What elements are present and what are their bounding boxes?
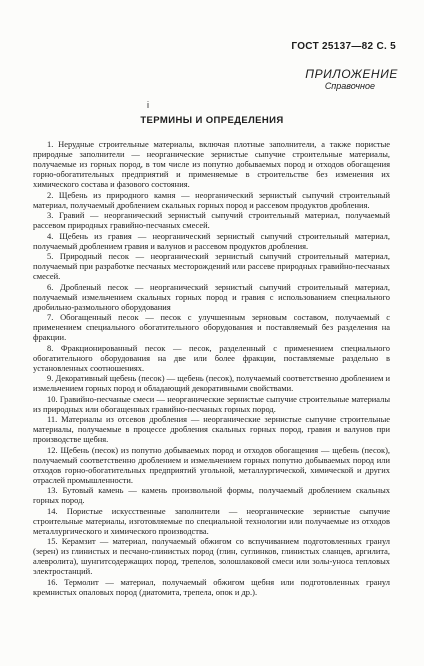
term-paragraph: 10. Гравийно-песчаные смеси — неорганические зернистые сыпучие строительные материалы из природных или обогащенных гравийно-песчаных горных пород.	[33, 393, 390, 414]
term-paragraph: 4. Щебень из гравия — неорганический зернистый сыпучий строительный материал, получаемый дроблением гравия и валунов и рассевом продуктов дробления.	[33, 230, 390, 251]
term-paragraph: 8. Фракционированный песок — песок, разделенный с применением специального обогатительного оборудования на две или более фракции, поставляемые раздельно в установленных соотношениях.	[33, 342, 390, 373]
term-paragraph: 5. Природный песок — неорганический зернистый сыпучий строительный материал, получаемый при разработке песчаных месторождений или рассеве природных гравийно-песчаных смесей.	[33, 251, 390, 282]
appendix-title: ПРИЛОЖЕНИЕ	[305, 67, 398, 81]
term-paragraph: 7. Обогащенный песок — песок с улучшенным зерновым составом, получаемый с применением специального обогатительного оборудования и поставляемый без разделения на фракции.	[33, 312, 390, 343]
appendix-subtitle: Справочное	[324, 81, 375, 91]
term-paragraph: 15. Керамзит — материал, получаемый обжигом со вспучиванием подготовленных гранул (зерен) из глинистых и песчано-глинистых пород (глин, суглинков, глинистых сланцев, аргилита, алевролита), шунгитсодержащих пород, трепелов, золошлаковой смеси или золы-уноса тепловых электростанций.	[33, 536, 390, 577]
term-paragraph: 12. Щебень (песок) из попутно добываемых пород и отходов обогащения — щебень (песок), получаемый соответственно дроблением и измельчением горных попутно добываемых пород или отходов горно-обогатительных предприятий угольной, металлургической, химической и других отраслей промышленности.	[33, 444, 390, 485]
term-paragraph: 2. Щебень из природного камня — неорганический зернистый сыпучий строительный материал, получаемый дроблением скальных горных пород и рассевом продуктов дробления.	[33, 189, 390, 210]
term-paragraph: 9. Декоративный щебень (песок) — щебень (песок), получаемый соответственно дроблением и измельчением горных пород и обладающий декоративными свойствами.	[33, 373, 390, 394]
term-paragraph: 16. Термолит — материал, получаемый обжигом щебня или подготовленных гранул кремнистых опаловых пород (диатомита, трепела, опок и др.).	[33, 576, 390, 597]
term-paragraph: 13. Бутовый камень — камень произвольной формы, получаемый дроблением скальных горных пород.	[33, 485, 390, 506]
term-paragraph: 6. Дробленый песок — неорганический зернистый сыпучий строительный материал, получаемый измельчением скальных горных пород и гравия с использованием специального дробильно-размольного оборудования	[33, 281, 390, 312]
term-paragraph: 1. Нерудные строительные материалы, включая плотные заполнители, а также пористые природные заполнители — неорганические зернистые сыпучие строительные материалы, получаемые из горных пород, в том числе из попутно добываемых пород и отходов обогащения горно-обогатительных предприятий и применяемые в строительстве без изменения их химического состава и фазового состояния.	[33, 139, 390, 190]
page-header: ГОСТ 25137—82 С. 5	[291, 41, 396, 52]
margin-mark: і	[147, 100, 149, 110]
term-paragraph: 14. Пористые искусственные заполнители — неорганические зернистые сыпучие строительные материалы, изготовляемые по специальной технологии или получаемые из отходов металлургического и химического производства.	[33, 505, 390, 536]
section-title: ТЕРМИНЫ И ОПРЕДЕЛЕНИЯ	[140, 115, 284, 126]
term-paragraph: 3. Гравий — неорганический зернистый сыпучий строительный материал, получаемый рассевом природных гравийно-песчаных смесей.	[33, 210, 390, 231]
term-paragraph: 11. Материалы из отсевов дробления — неорганические зернистые сыпучие строительные материалы, получаемые в процессе дробления скальных горных пород, гравия и валунов при производстве щебня.	[33, 414, 390, 445]
terms-list	[33, 139, 390, 597]
